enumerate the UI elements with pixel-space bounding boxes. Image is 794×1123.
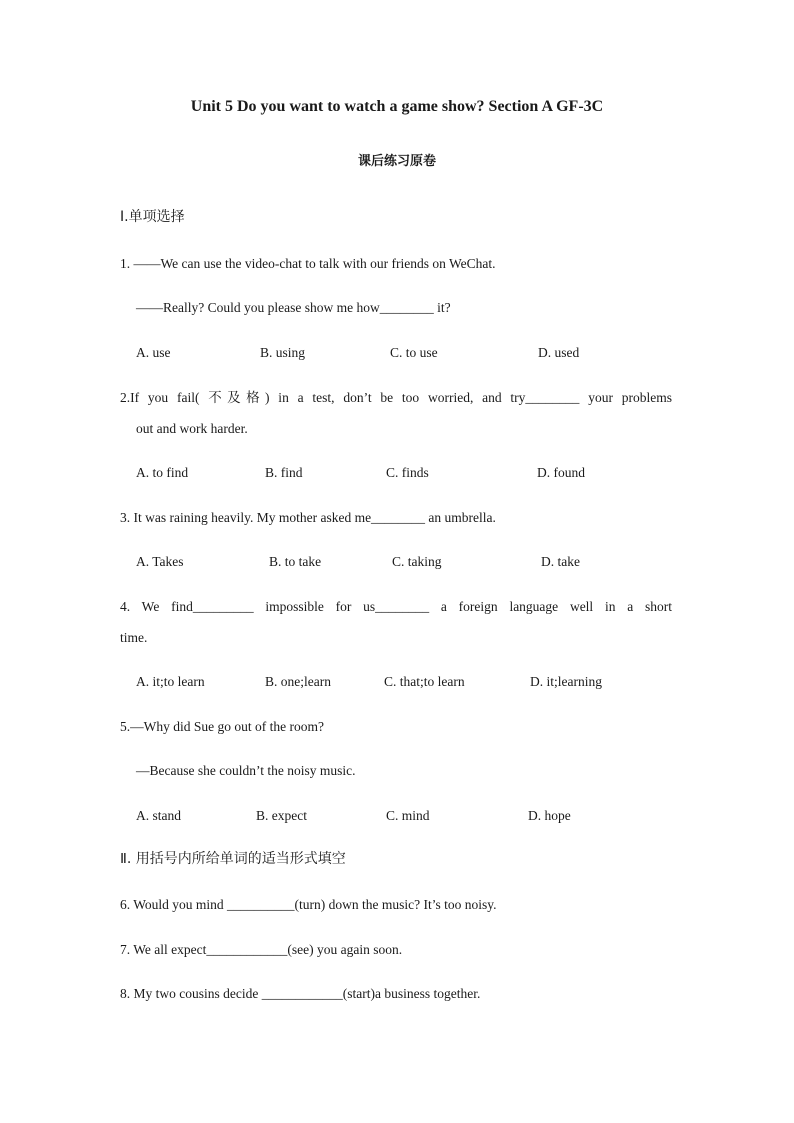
question-7: 7. We all expect____________(see) you again soon.	[120, 942, 403, 957]
question-3-line-1: 3. It was raining heavily. My mother asked me________ an umbrella.	[120, 510, 496, 525]
section-2-numeral: Ⅱ	[120, 852, 127, 867]
question-5-option-d: D. hope	[528, 808, 571, 823]
question-1-option-b: B. using	[260, 345, 306, 360]
question-4-line-2: time.	[120, 630, 148, 645]
question-3-option-d: D. take	[541, 554, 580, 569]
question-5-option-a: A. stand	[136, 808, 181, 823]
section-2-heading	[120, 850, 346, 869]
question-4-option-b: B. one;learn	[265, 674, 331, 689]
question-2-option-a: A. to find	[136, 465, 189, 480]
question-1-option-c: C. to use	[390, 345, 438, 360]
question-1-option-d: D. used	[538, 345, 580, 360]
question-1-option-a: A. use	[136, 345, 171, 360]
section-2-heading-text: . 用括号内所给单词的适当形式填空	[126, 851, 346, 867]
question-2-option-d: D. found	[537, 465, 585, 480]
section-1-heading: Ⅰ.单项选择	[120, 209, 185, 225]
question-5-line-2: —Because she couldn’t the noisy music.	[136, 763, 356, 778]
question-5-option-c: C. mind	[386, 808, 430, 823]
question-6: 6. Would you mind __________(turn) down the music? It’s too noisy.	[120, 897, 497, 912]
question-2-option-b: B. find	[265, 465, 303, 480]
question-2-line-2: out and work harder.	[136, 421, 248, 436]
question-4-option-a: A. it;to learn	[136, 674, 205, 689]
question-8: 8. My two cousins decide ____________(start)a business together.	[120, 986, 481, 1001]
question-2-line-1: 2.If you fail( 不及格) in a test, don’t be too worried, and try________ your problems	[120, 390, 672, 405]
question-4-option-d: D. it;learning	[530, 674, 602, 689]
question-1-line-2: ——Really? Could you please show me how________ it?	[136, 300, 451, 315]
page-subtitle: 课后练习原卷	[357, 154, 436, 169]
question-1-line-1: 1. ——We can use the video-chat to talk with our friends on WeChat.	[120, 256, 496, 271]
question-4-option-c: C. that;to learn	[384, 674, 465, 689]
question-5-line-1: 5.—Why did Sue go out of the room?	[120, 719, 324, 734]
question-3-option-c: C. taking	[392, 554, 442, 569]
page-title: Unit 5 Do you want to watch a game show? Section A GF-3C	[190, 98, 604, 115]
question-3-option-a: A. Takes	[136, 554, 184, 569]
question-2-option-c: C. finds	[386, 465, 429, 480]
question-3-option-b: B. to take	[269, 554, 322, 569]
question-4-line-1: 4. We find_________ impossible for us________ a foreign language well in a short	[120, 599, 672, 614]
question-5-option-b: B. expect	[256, 808, 307, 823]
